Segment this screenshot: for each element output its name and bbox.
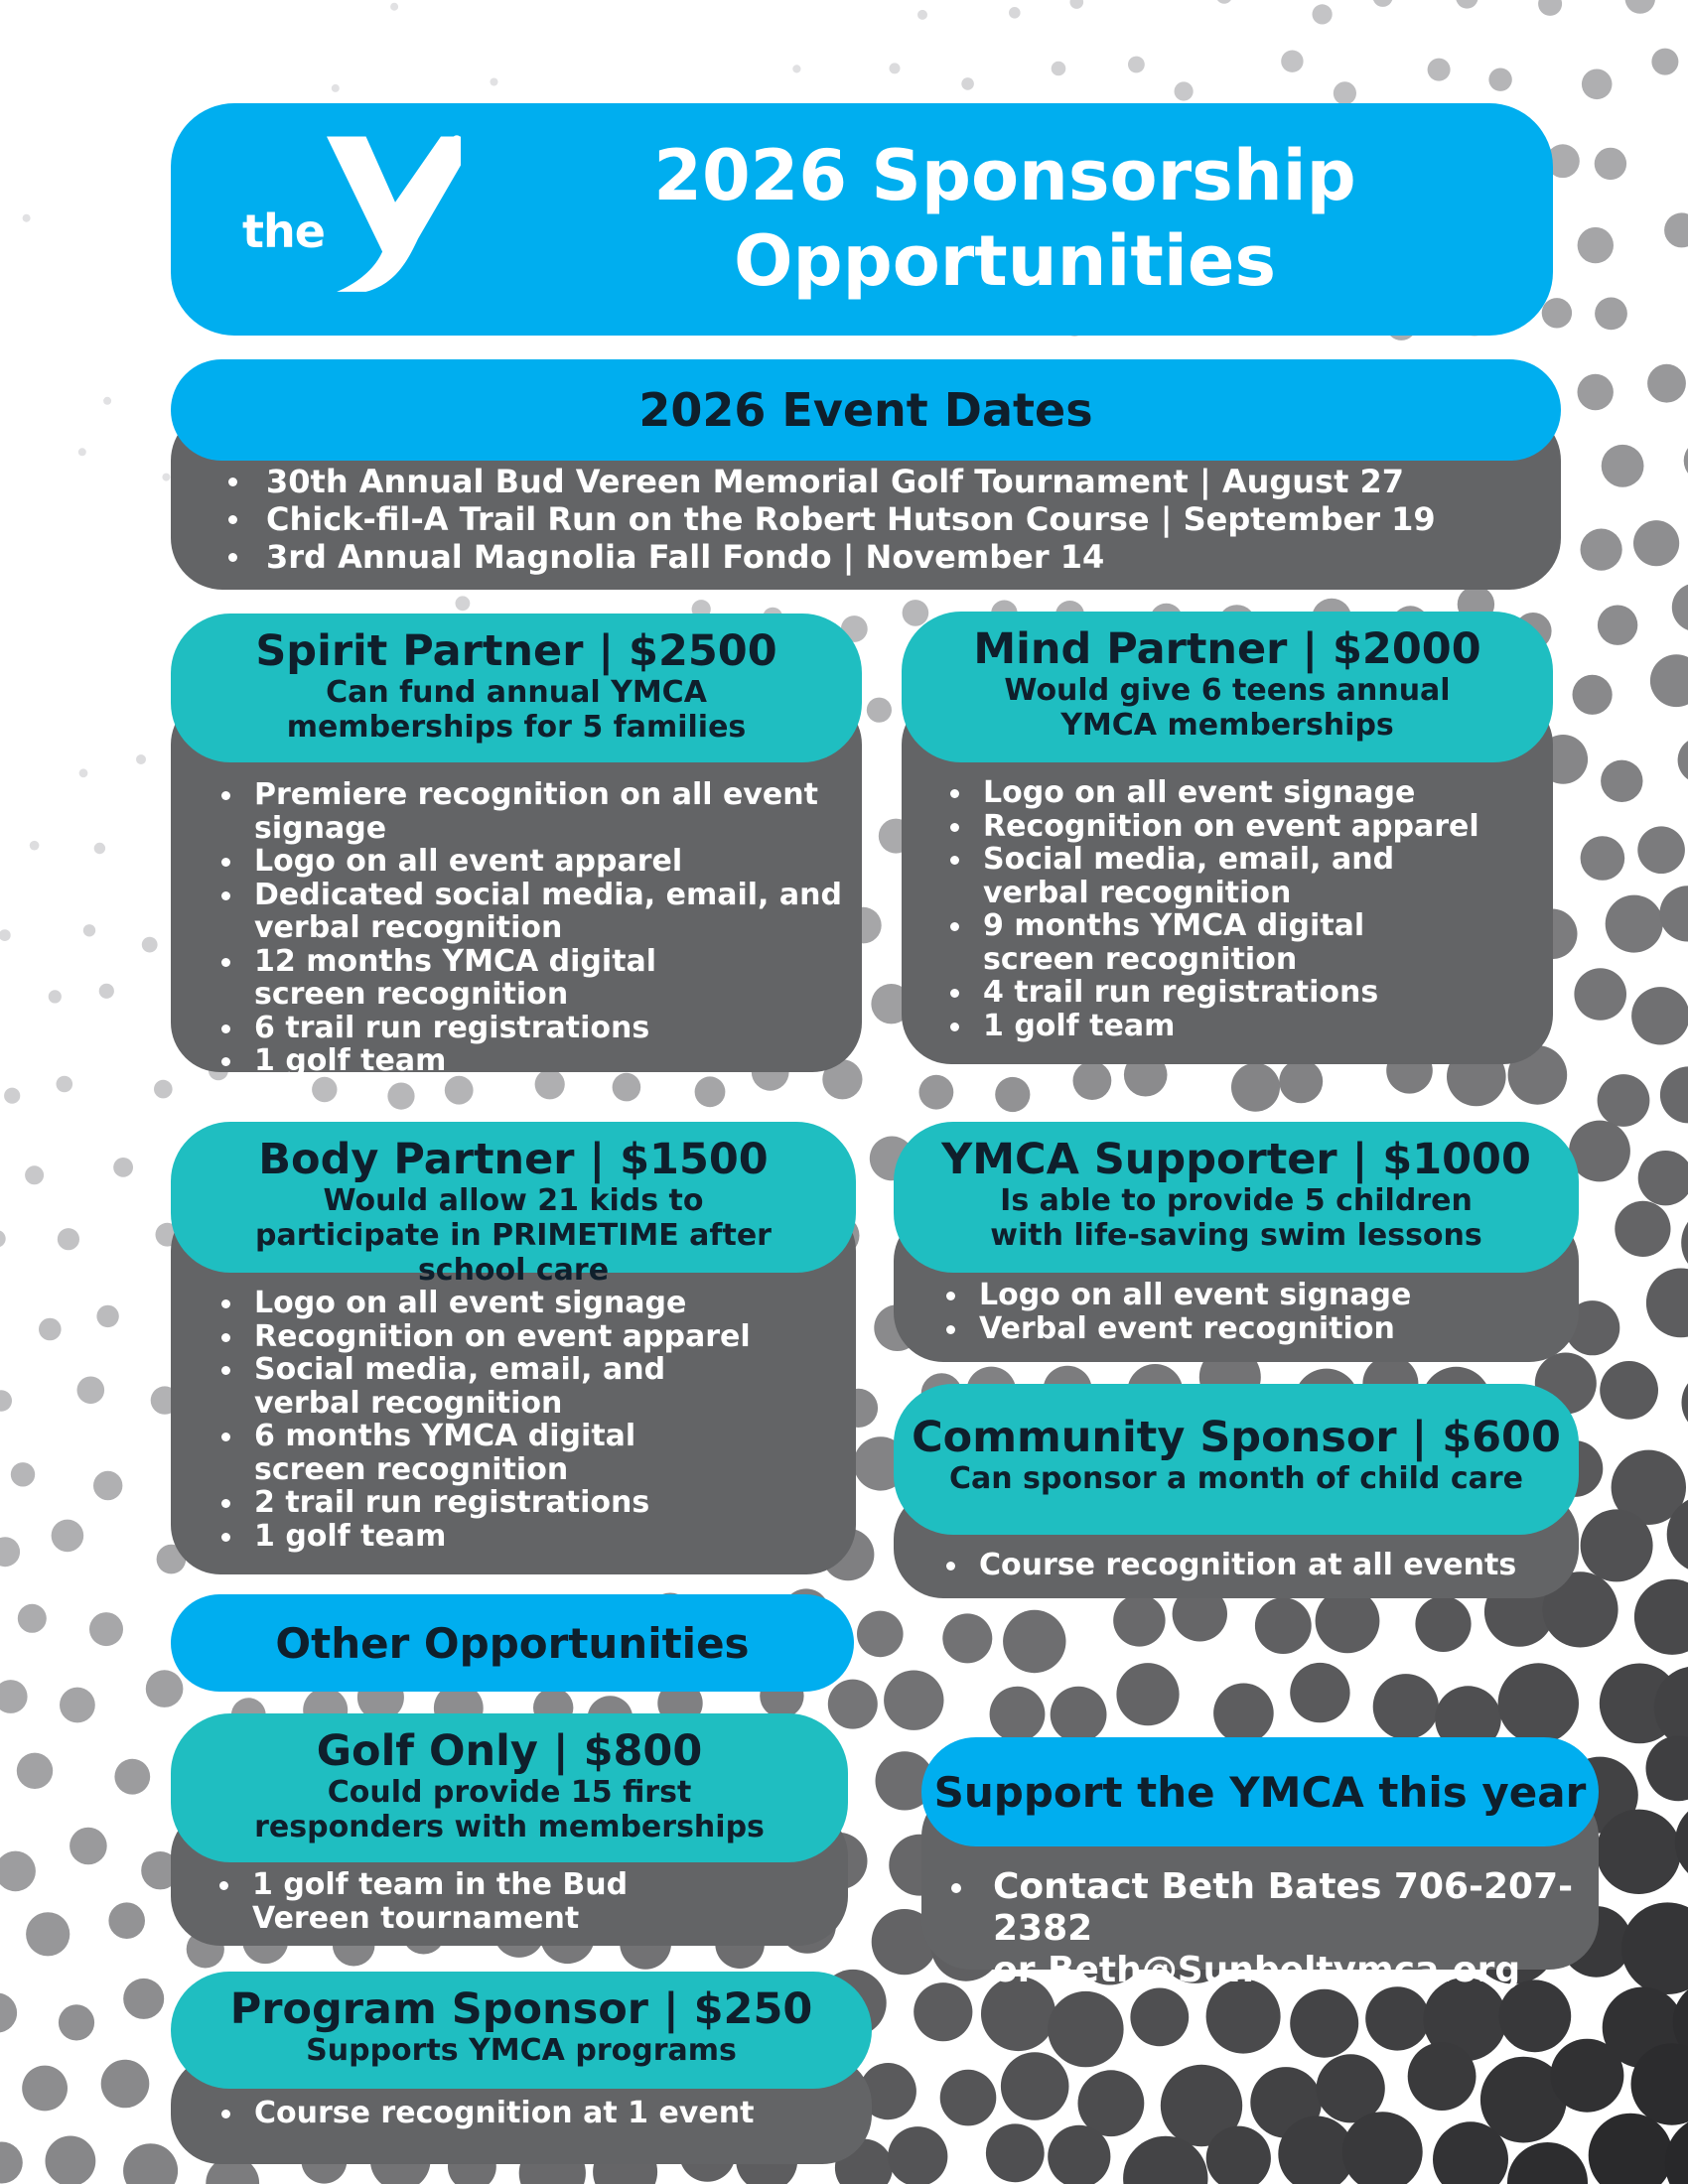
halftone-dot (1052, 62, 1066, 76)
halftone-dot (0, 1537, 20, 1567)
halftone-dot (1408, 2042, 1477, 2111)
halftone-dot (1456, 0, 1477, 9)
halftone-dot (11, 1462, 35, 1486)
event-dates-list (224, 463, 1535, 576)
halftone-dot (961, 77, 974, 90)
halftone-dot (1651, 49, 1678, 75)
halftone-dot (1051, 1687, 1107, 1743)
halftone-dot (1650, 654, 1688, 707)
page-title-line-2: Opportunities (733, 220, 1277, 302)
event-date-item: 3rd Annual Magnolia Fall Fondo | November 14 (224, 538, 1535, 576)
halftone-dot (23, 214, 31, 222)
halftone-dot (792, 65, 800, 72)
halftone-dot (1660, 1066, 1688, 1123)
tier-title: Program Sponsor | $250 (229, 1984, 813, 2034)
header-banner (171, 103, 1553, 336)
halftone-dot (1073, 1061, 1112, 1100)
tier-title: Mind Partner | $2000 (973, 624, 1481, 674)
halftone-dot (1578, 227, 1614, 263)
halftone-dot (1428, 59, 1451, 81)
halftone-dot (1498, 1663, 1579, 1743)
halftone-dot (1113, 1594, 1165, 1646)
halftone-dot (1488, 68, 1511, 91)
halftone-dot (1600, 1361, 1658, 1420)
halftone-dot (146, 1670, 184, 1707)
halftone-dot (30, 841, 40, 851)
halftone-dot (1373, 0, 1393, 7)
benefit-item: Course recognition at all events (943, 1549, 1559, 1582)
halftone-dot (828, 1680, 878, 1729)
mind-partner-benefits (947, 776, 1543, 1042)
contact-email-link[interactable]: or Beth@Sunbeltymca.org (993, 1950, 1521, 1990)
halftone-dot (1621, 1902, 1688, 1994)
halftone-dot (1625, 0, 1655, 14)
benefit-item: 6 trail run registrations (218, 1012, 854, 1045)
tier-subtitle: Can fund annual YMCA memberships for 5 families (286, 675, 747, 745)
benefit-item: Logo on all event apparel (218, 845, 854, 879)
halftone-dot (18, 1604, 47, 1633)
halftone-dot (917, 10, 927, 20)
event-date-item: 30th Annual Bud Vereen Memorial Golf Tournament | August 27 (224, 463, 1535, 500)
halftone-dot (1582, 69, 1613, 100)
halftone-dot (93, 1471, 122, 1500)
halftone-dot (995, 1077, 1030, 1112)
halftone-dot (1009, 7, 1021, 19)
halftone-dot (940, 2070, 997, 2126)
halftone-dot (0, 929, 11, 941)
halftone-dot (1672, 583, 1688, 631)
community-sponsor-header (894, 1384, 1579, 1535)
body-partner-header (171, 1122, 856, 1288)
halftone-dot (867, 698, 892, 723)
halftone-dot (39, 1318, 62, 1341)
halftone-dot (1281, 51, 1303, 72)
logo-wordmark: the (242, 205, 325, 258)
contact-item (945, 1866, 1601, 1991)
event-dates-heading: 2026 Event Dates (171, 359, 1561, 461)
community-sponsor-benefits (943, 1549, 1559, 1582)
halftone-dot (113, 1158, 133, 1177)
halftone-dot (1213, 1684, 1274, 1744)
mind-partner-header (902, 612, 1553, 762)
tier-title: Body Partner | $1500 (258, 1135, 769, 1184)
event-date-item: Chick-fil-A Trail Run on the Robert Hutson Course | September 19 (224, 500, 1535, 538)
halftone-dot (986, 2123, 1045, 2182)
ymca-supporter-header (894, 1122, 1579, 1273)
page-title-line-1: 2026 Sponsorship (653, 135, 1356, 216)
halftone-dot (1681, 1207, 1688, 1279)
halftone-dot (1003, 1610, 1065, 1673)
halftone-dot (1048, 1991, 1123, 2067)
tier-title: Community Sponsor | $600 (912, 1413, 1561, 1462)
benefit-item: 12 months YMCA digital screen recognition (218, 945, 854, 1012)
halftone-dot (1070, 0, 1084, 9)
halftone-dot (1589, 2114, 1673, 2184)
spirit-partner-benefits (218, 778, 854, 1078)
halftone-dot (1634, 1579, 1688, 1655)
halftone-dot (1216, 0, 1233, 4)
halftone-dot (101, 2060, 150, 2109)
benefit-item: 4 trail run registrations (947, 976, 1543, 1010)
body-partner-benefits (218, 1287, 834, 1553)
halftone-dot (1116, 1663, 1179, 1725)
halftone-dot (1646, 1735, 1688, 1801)
halftone-dot (1550, 2039, 1623, 2113)
halftone-dot (108, 1902, 145, 1939)
halftone-dot (0, 1390, 12, 1411)
halftone-dot (1578, 374, 1614, 410)
halftone-dot (491, 78, 498, 86)
halftone-dot (695, 1076, 726, 1107)
benefit-item: 1 golf team (218, 1044, 854, 1078)
halftone-dot (990, 1687, 1046, 1742)
halftone-dot (1601, 760, 1642, 802)
program-sponsor-header (171, 1972, 872, 2089)
halftone-dot (1597, 1810, 1681, 1894)
halftone-dot (888, 2126, 947, 2184)
halftone-dot (57, 1076, 73, 1093)
tier-subtitle: Would allow 21 kids to participate in PRIMETIME after school care (255, 1183, 772, 1288)
halftone-dot (1595, 148, 1626, 180)
benefit-item: 6 months YMCA digital screen recognition (218, 1420, 834, 1486)
halftone-dot (0, 1851, 36, 1892)
halftone-dot (49, 990, 62, 1003)
benefit-item: Course recognition at 1 event (218, 2097, 854, 2130)
halftone-dot (1615, 1201, 1670, 1257)
benefit-item: Logo on all event signage (947, 776, 1543, 810)
halftone-dot (1638, 1151, 1688, 1205)
halftone-dot (1574, 968, 1626, 1021)
halftone-dot (456, 596, 471, 611)
halftone-dot (58, 1228, 79, 1250)
halftone-dot (390, 3, 398, 11)
tier-subtitle: Supports YMCA programs (306, 2033, 737, 2068)
halftone-dot (1290, 1663, 1349, 1722)
benefit-item: Social media, email, and verbal recognition (947, 843, 1543, 909)
page-title (508, 133, 1501, 304)
halftone-dot (1231, 1063, 1280, 1112)
benefit-item: Logo on all event signage (943, 1279, 1559, 1312)
halftone-dot (142, 937, 158, 953)
halftone-dot (1538, 0, 1562, 16)
halftone-dot (46, 2136, 96, 2184)
halftone-dot (1255, 1597, 1312, 1654)
halftone-dot (79, 768, 88, 777)
ymca-supporter-benefits (943, 1279, 1559, 1345)
halftone-dot (1316, 1588, 1380, 1653)
benefit-item: 2 trail run registrations (218, 1486, 834, 1520)
halftone-dot (1415, 1596, 1471, 1652)
tier-subtitle: Would give 6 teens annual YMCA memberships (1004, 673, 1451, 743)
halftone-dot (123, 1979, 164, 2019)
halftone-dot (1001, 2052, 1069, 2120)
halftone-dot (0, 1993, 17, 2033)
halftone-dot (1373, 1674, 1439, 1739)
benefit-item: Recognition on event apparel (218, 1320, 834, 1354)
tier-title: Golf Only | $800 (316, 1726, 703, 1776)
halftone-dot (1128, 57, 1145, 73)
halftone-dot (0, 1680, 28, 1713)
halftone-dot (77, 1377, 105, 1405)
halftone-dot (332, 84, 340, 92)
benefit-item: 1 golf team in the Bud Vereen tournament (216, 1868, 773, 1935)
program-sponsor-benefits (218, 2097, 854, 2130)
benefit-item: Recognition on event apparel (947, 810, 1543, 844)
benefit-item: 9 months YMCA digital screen recognition (947, 909, 1543, 976)
halftone-dot (1279, 1059, 1323, 1103)
spirit-partner-header (171, 614, 862, 762)
halftone-dot (89, 1612, 123, 1646)
tier-subtitle: Can sponsor a month of child care (948, 1461, 1524, 1496)
halftone-dot (1606, 895, 1663, 953)
benefit-item: Verbal event recognition (943, 1312, 1559, 1346)
halftone-dot (17, 1753, 53, 1789)
halftone-dot (1581, 836, 1625, 881)
halftone-dot (162, 474, 170, 481)
tier-title: Spirit Partner | $2500 (255, 626, 777, 676)
halftone-dot (94, 843, 105, 854)
halftone-dot (59, 2004, 94, 2040)
halftone-dot (1130, 1988, 1189, 2047)
halftone-dot (1313, 4, 1333, 24)
halftone-dot (1595, 298, 1627, 331)
halftone-dot (1365, 1986, 1429, 2050)
halftone-dot (1684, 440, 1688, 481)
halftone-dot (1682, 1370, 1688, 1434)
halftone-dot (78, 448, 86, 456)
halftone-dot (1631, 987, 1688, 1044)
benefit-item: Premiere recognition on all event signage (218, 778, 854, 845)
halftone-dot (103, 397, 111, 405)
halftone-dot (154, 1080, 173, 1099)
halftone-dot (1675, 1800, 1688, 1885)
halftone-dot (1542, 298, 1572, 328)
halftone-dot (1602, 445, 1644, 487)
halftone-dot (1659, 886, 1688, 941)
halftone-dot (903, 600, 929, 626)
benefit-item: Logo on all event signage (218, 1287, 834, 1320)
halftone-dot (1598, 1074, 1650, 1127)
halftone-dot (114, 1759, 150, 1795)
halftone-dot (83, 924, 95, 936)
halftone-dot (1664, 212, 1688, 247)
halftone-dot (99, 984, 114, 999)
support-heading: Support the YMCA this year (921, 1737, 1599, 1846)
halftone-dot (387, 1083, 414, 1110)
halftone-dot (1646, 1269, 1688, 1338)
benefit-item: Dedicated social media, email, and verbal recognition (218, 879, 854, 945)
halftone-dot (857, 1611, 904, 1658)
halftone-dot (1647, 364, 1686, 403)
halftone-dot (60, 1688, 95, 1723)
halftone-dot (1678, 737, 1688, 783)
halftone-dot (0, 1230, 6, 1247)
halftone-dot (1507, 2142, 1588, 2184)
tier-title: YMCA Supporter | $1000 (941, 1135, 1531, 1184)
halftone-dot (1633, 520, 1679, 566)
halftone-dot (123, 2143, 178, 2184)
halftone-dot (0, 2142, 23, 2184)
halftone-dot (1573, 675, 1613, 715)
halftone-dot (1334, 81, 1356, 104)
halftone-dot (919, 1075, 954, 1110)
logo-small-text: YMCA (422, 240, 454, 282)
halftone-dot (1175, 81, 1194, 100)
halftone-dot (4, 1088, 20, 1104)
benefit-item: Social media, email, and verbal recognition (218, 1353, 834, 1420)
tier-subtitle: Could provide 15 first responders with memberships (254, 1775, 765, 1844)
halftone-dot (445, 1076, 474, 1105)
other-opportunities-heading: Other Opportunities (171, 1594, 854, 1692)
halftone-dot (1290, 1989, 1358, 2058)
halftone-dot (1665, 2116, 1688, 2184)
tier-subtitle: Is able to provide 5 children with life-saving swim lessons (990, 1183, 1482, 1253)
halftone-dot (1637, 826, 1685, 874)
halftone-dot (25, 1165, 44, 1184)
halftone-dot (1598, 606, 1637, 645)
halftone-dot (96, 1305, 118, 1327)
contact-phone-line: Contact Beth Bates 706-207-2382 (993, 1866, 1574, 1949)
halftone-dot (1581, 529, 1622, 571)
benefit-item: 1 golf team (218, 1520, 834, 1554)
contact-list (945, 1866, 1601, 1991)
halftone-dot (312, 1077, 337, 1102)
halftone-dot (70, 1828, 107, 1865)
golf-only-header (171, 1713, 848, 1862)
halftone-dot (136, 754, 146, 764)
benefit-item: 1 golf team (947, 1010, 1543, 1043)
halftone-dot (22, 2066, 68, 2112)
halftone-dot (52, 1520, 84, 1553)
halftone-dot (884, 1671, 943, 1730)
halftone-dot (26, 1912, 70, 1956)
golf-only-benefits (216, 1868, 773, 1935)
halftone-dot (890, 63, 901, 73)
halftone-dot (942, 1613, 992, 1663)
halftone-dot (1581, 1509, 1653, 1581)
